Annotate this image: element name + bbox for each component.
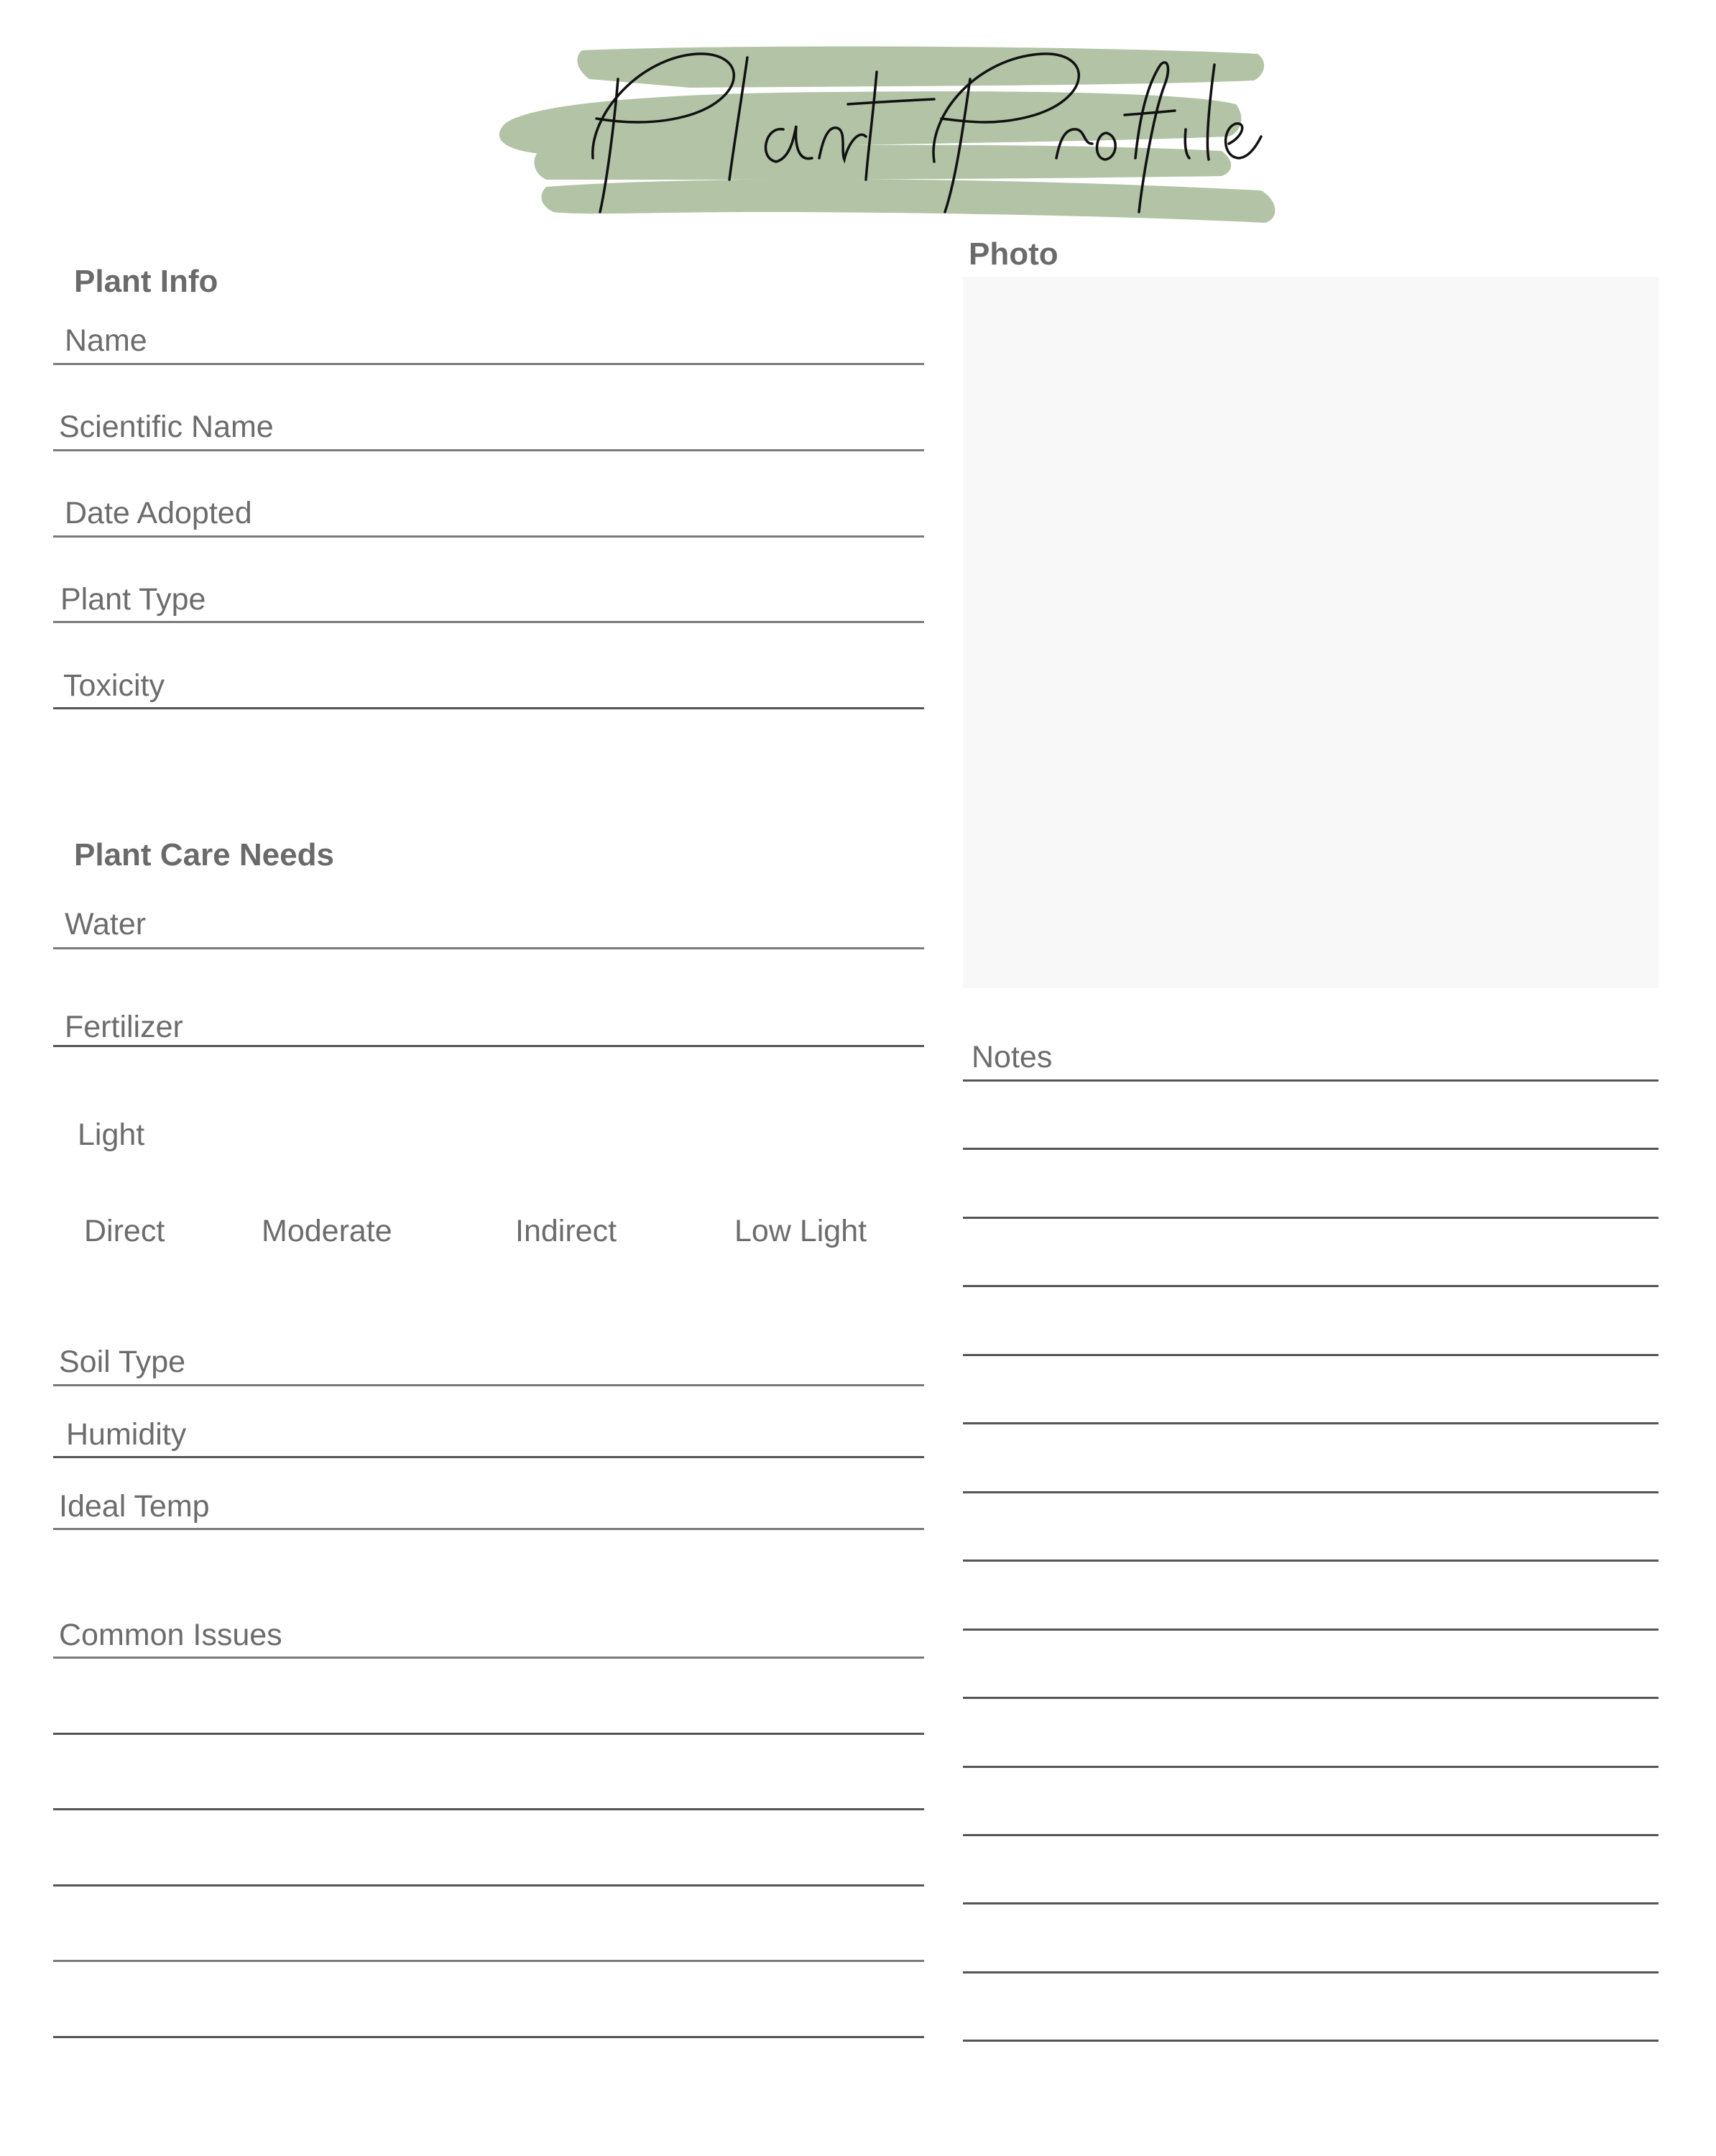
notes-line[interactable] <box>963 1217 1659 1219</box>
date-adopted-field-line[interactable] <box>53 535 924 538</box>
date-adopted-label: Date Adopted <box>65 496 252 530</box>
toxicity-field-line[interactable] <box>53 707 924 709</box>
notes-line[interactable] <box>963 1766 1659 1768</box>
title-brush-graphic <box>474 36 1293 237</box>
common-issues-line[interactable] <box>53 1808 924 1810</box>
notes-line[interactable] <box>963 1422 1659 1424</box>
common-issues-line[interactable] <box>53 1733 924 1735</box>
humidity-label: Humidity <box>66 1417 187 1452</box>
fertilizer-field-line[interactable] <box>53 1045 924 1047</box>
water-label: Water <box>65 907 147 941</box>
plant-care-heading: Plant Care Needs <box>74 837 334 872</box>
common-issues-line[interactable] <box>53 1884 924 1886</box>
plant-info-heading: Plant Info <box>74 264 218 299</box>
scientific-name-field-line[interactable] <box>53 449 924 451</box>
water-field-line[interactable] <box>53 947 924 949</box>
brush-strokes <box>499 47 1276 223</box>
light-option-low-light[interactable]: Low Light <box>734 1214 867 1248</box>
scientific-name-label: Scientific Name <box>59 410 274 444</box>
light-option-indirect[interactable]: Indirect <box>515 1214 617 1248</box>
common-issues-line[interactable] <box>53 1960 924 1962</box>
notes-line[interactable] <box>963 1285 1659 1287</box>
notes-line[interactable] <box>963 1148 1659 1150</box>
notes-label: Notes <box>972 1040 1053 1074</box>
ideal-temp-field-line[interactable] <box>53 1528 924 1530</box>
notes-line[interactable] <box>963 1560 1659 1562</box>
ideal-temp-label: Ideal Temp <box>59 1489 210 1524</box>
notes-line[interactable] <box>963 1079 1659 1082</box>
photo-heading: Photo <box>969 236 1058 272</box>
common-issues-line[interactable] <box>53 2036 924 2038</box>
light-label: Light <box>78 1118 145 1152</box>
humidity-field-line[interactable] <box>53 1456 924 1458</box>
notes-line[interactable] <box>963 2040 1659 2042</box>
toxicity-label: Toxicity <box>63 668 165 703</box>
soil-type-field-line[interactable] <box>53 1384 924 1386</box>
common-issues-line[interactable] <box>53 1657 924 1659</box>
plant-type-field-line[interactable] <box>53 621 924 623</box>
notes-line[interactable] <box>963 1902 1659 1904</box>
plant-type-label: Plant Type <box>60 582 206 617</box>
photo-placeholder[interactable] <box>963 277 1659 988</box>
notes-line[interactable] <box>963 1834 1659 1836</box>
fertilizer-label: Fertilizer <box>65 1010 183 1044</box>
common-issues-label: Common Issues <box>59 1618 282 1652</box>
notes-line[interactable] <box>963 1491 1659 1493</box>
light-option-moderate[interactable]: Moderate <box>262 1214 392 1248</box>
name-field-line[interactable] <box>53 363 924 365</box>
notes-line[interactable] <box>963 1697 1659 1699</box>
soil-type-label: Soil Type <box>59 1345 186 1379</box>
notes-line[interactable] <box>963 1628 1659 1631</box>
page-title <box>474 36 1293 237</box>
light-option-direct[interactable]: Direct <box>84 1214 165 1248</box>
notes-line[interactable] <box>963 1354 1659 1356</box>
name-label: Name <box>65 323 147 358</box>
notes-line[interactable] <box>963 1971 1659 1973</box>
